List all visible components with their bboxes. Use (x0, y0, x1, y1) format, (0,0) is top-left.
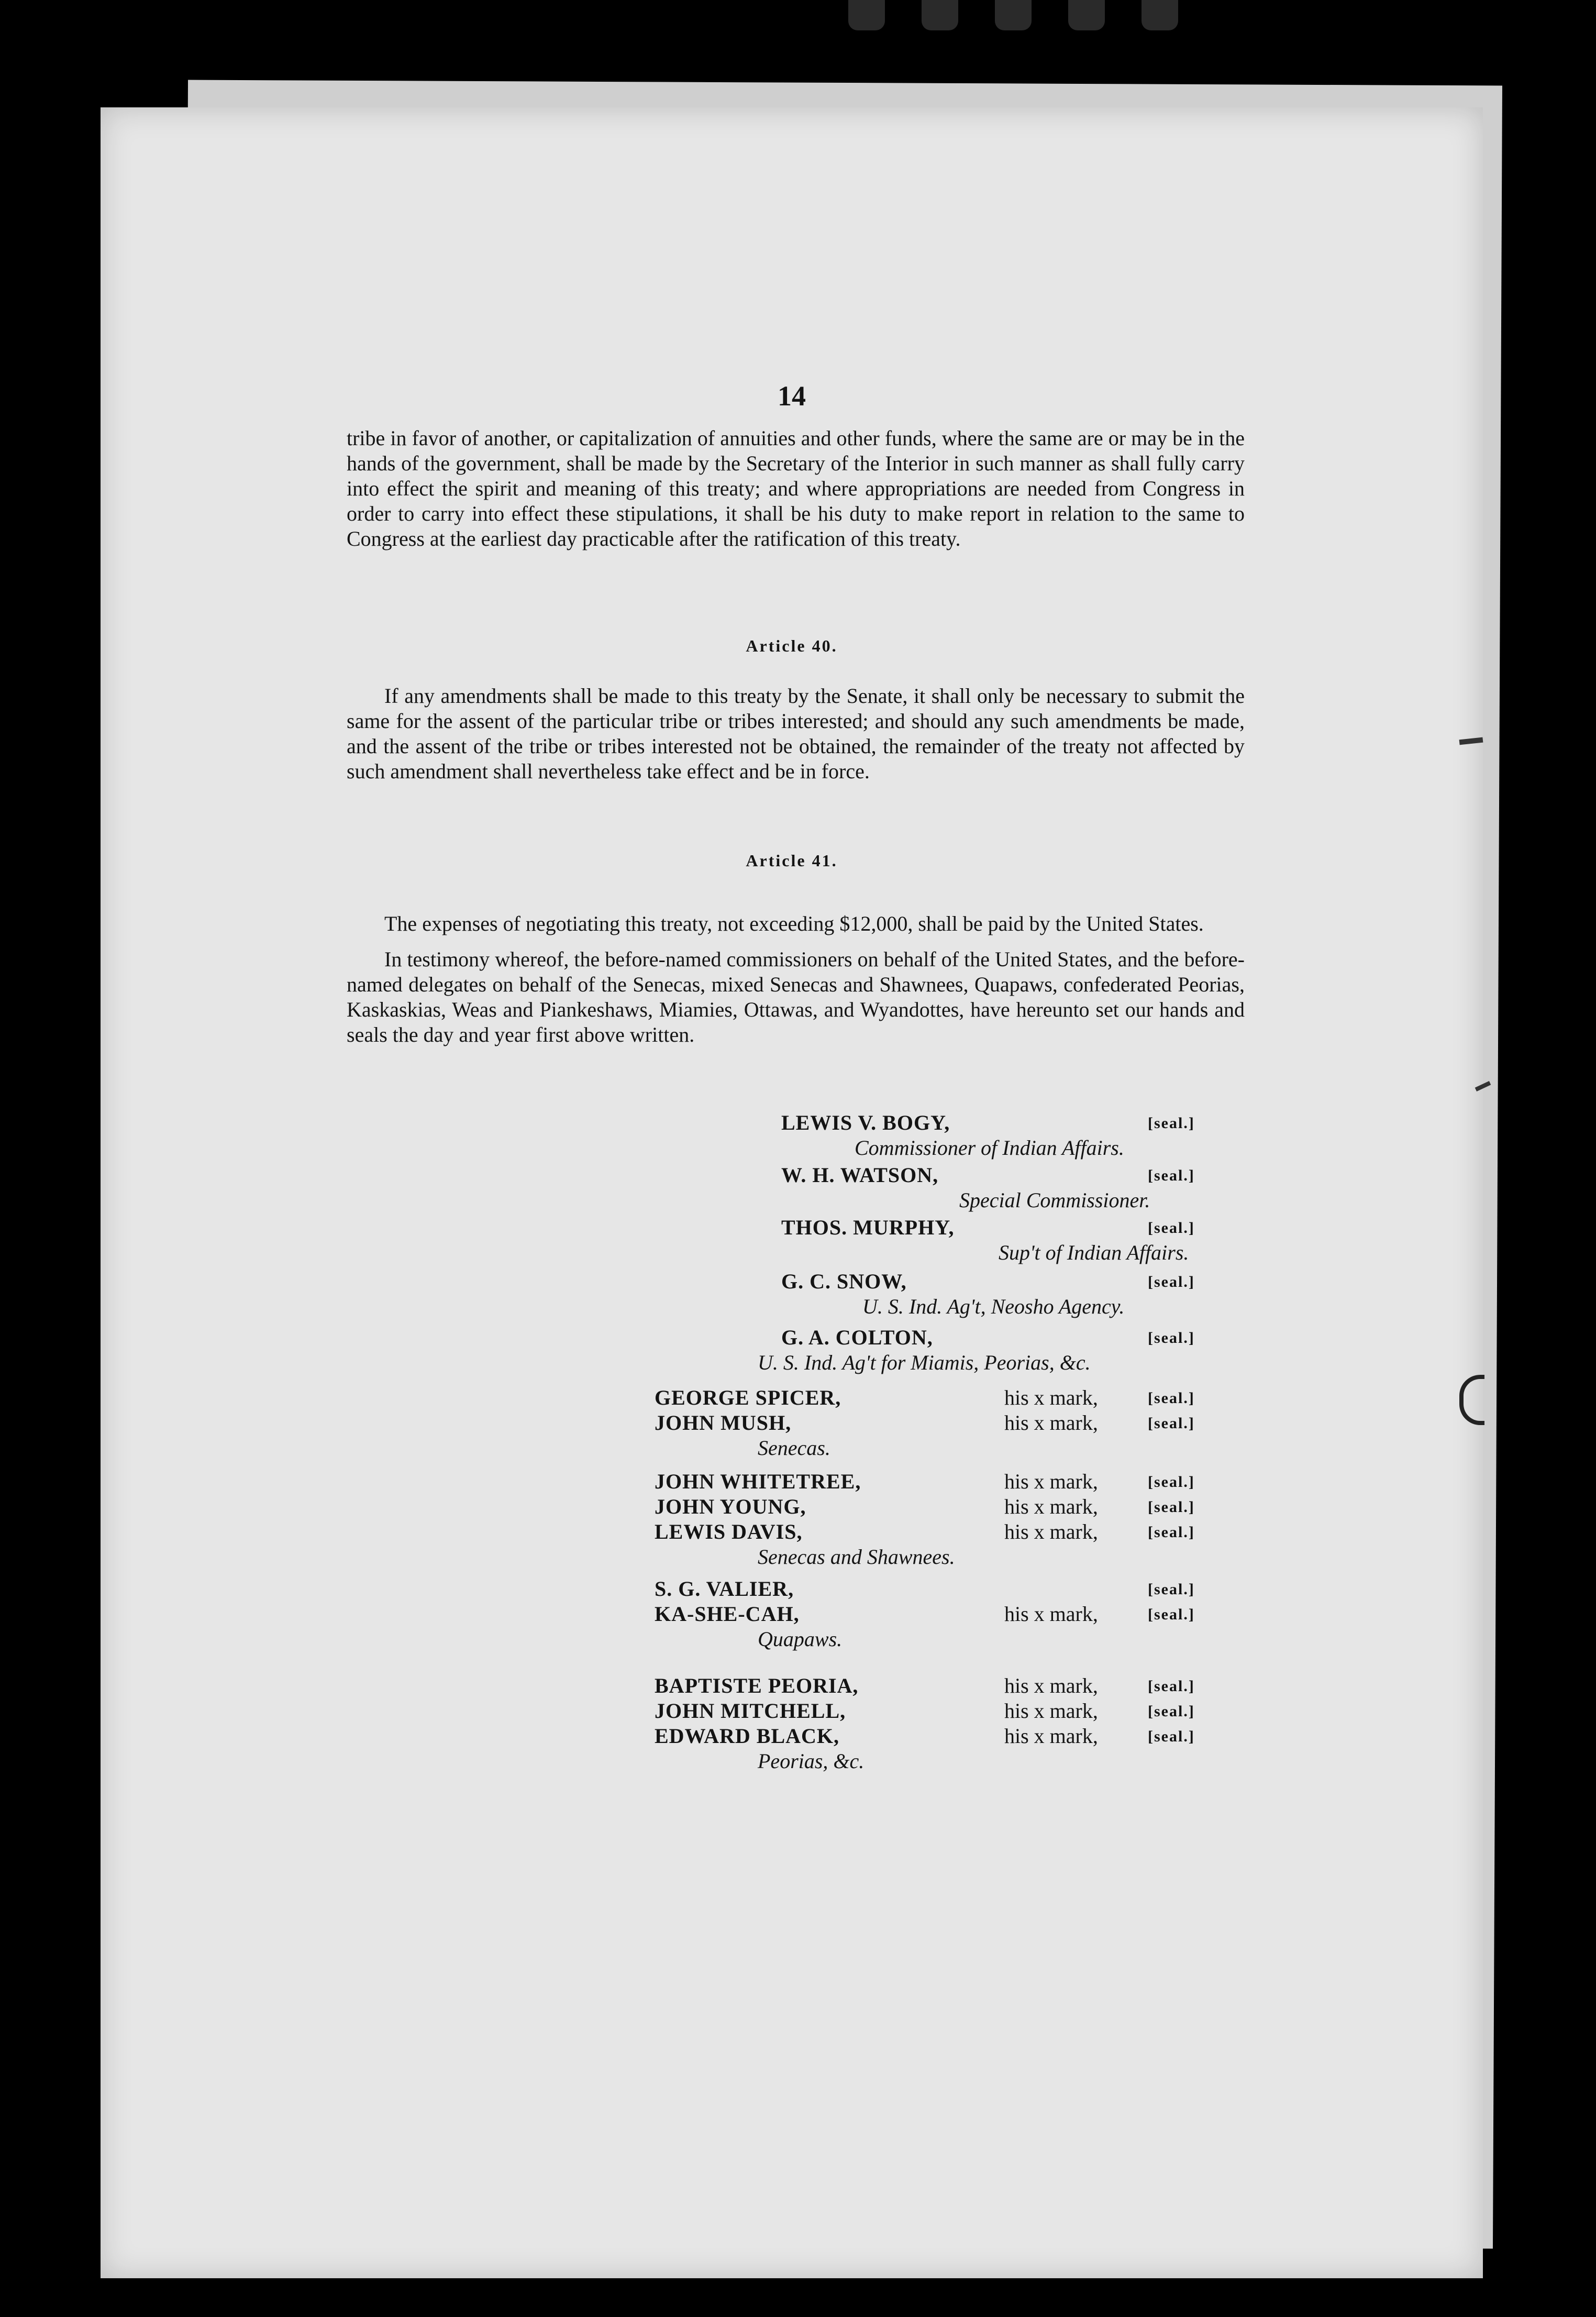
delegate-name: BAPTISTE PEORIA, (655, 1674, 859, 1697)
film-sprocket-hole (1068, 0, 1105, 30)
film-sprocket-hole (848, 0, 885, 30)
article-41-heading: Article 41. (746, 851, 838, 870)
commissioner-title: U. S. Ind. Ag't, Neosho Agency. (862, 1295, 1125, 1318)
seal-label: [seal.] (1148, 1606, 1195, 1623)
mark-label: his x mark, (1004, 1411, 1098, 1435)
seal-label: [seal.] (1148, 1703, 1195, 1720)
film-sprocket-hole (922, 0, 958, 30)
intro-paragraph: tribe in favor of another, or capitalization of annuities and other funds, where the same are or may be in the hands of the government, shall be made by the Secretary of the Interior in such manner as shall fully carry into effect the spirit and meaning of this treaty; and where appropriations are needed from Congress in order to carry into effect these stipulations, it shall be his duty to make report in relation to the same to Congress at the earliest day practicable after the ratification of this treaty. (347, 426, 1245, 550)
mark-label: his x mark, (1004, 1674, 1098, 1697)
article-40-text: If any amendments shall be made to this treaty by the Senate, it shall only be necessary to submit the same for the assent of the particular tribe or tribes interested; and should any such amendments be made, and the assent of the tribe or tribes interested not be obtained, the remainder of the treaty not affected by such amendment shall nevertheless take effect and be in force. (347, 684, 1245, 783)
seal-label: [seal.] (1148, 1389, 1195, 1407)
commissioner-title: Sup't of Indian Affairs. (999, 1241, 1189, 1264)
delegate-name: GEORGE SPICER, (655, 1386, 841, 1409)
seal-label: [seal.] (1148, 1473, 1195, 1491)
seal-label: [seal.] (1148, 1167, 1195, 1184)
seal-label: [seal.] (1148, 1273, 1195, 1290)
film-sprocket-hole (995, 0, 1032, 30)
testimony-paragraph: In testimony whereof, the before-named commissioners on behalf of the United States, and the before-named delegates on behalf of the Senecas, mixed Senecas and Shawnees, Quapaws, confederated Peorias, Kaskaskias, Weas and Piankeshaws, Miamies, Ottawas, and Wyandottes, have hereunto set our hands and seals the day and year first above written. (347, 947, 1245, 1046)
seal-label: [seal.] (1148, 1498, 1195, 1516)
commissioner-title: U. S. Ind. Ag't for Miamis, Peorias, &c. (758, 1351, 1091, 1374)
binding-ring-mark (1459, 1375, 1484, 1425)
seal-label: [seal.] (1148, 1329, 1195, 1347)
delegate-group-label: Quapaws. (758, 1627, 843, 1651)
delegate-name: JOHN MITCHELL, (655, 1699, 846, 1723)
mark-label: his x mark, (1004, 1699, 1098, 1723)
commissioner-title: Commissioner of Indian Affairs. (855, 1136, 1124, 1160)
commissioner-title: Special Commissioner. (959, 1188, 1150, 1212)
seal-label: [seal.] (1148, 1415, 1195, 1432)
mark-label: his x mark, (1004, 1724, 1098, 1748)
commissioner-name: LEWIS V. BOGY, (781, 1111, 950, 1134)
article-40-heading: Article 40. (746, 636, 838, 655)
delegate-name: JOHN WHITETREE, (655, 1470, 861, 1493)
delegate-group-label: Senecas and Shawnees. (758, 1545, 955, 1569)
document-page (101, 107, 1483, 2278)
mark-label: his x mark, (1004, 1495, 1098, 1518)
commissioner-name: W. H. WATSON, (781, 1163, 939, 1187)
page-number: 14 (778, 380, 806, 412)
mark-label: his x mark, (1004, 1520, 1098, 1543)
mark-label: his x mark, (1004, 1470, 1098, 1493)
delegate-group-label: Peorias, &c. (758, 1749, 864, 1773)
article-41-block (347, 911, 1245, 1047)
seal-label: [seal.] (1148, 1115, 1195, 1132)
commissioner-name: G. A. COLTON, (781, 1326, 933, 1349)
seal-label: [seal.] (1148, 1728, 1195, 1745)
seal-label: [seal.] (1148, 1678, 1195, 1695)
delegate-name: LEWIS DAVIS, (655, 1520, 803, 1543)
seal-label: [seal.] (1148, 1581, 1195, 1598)
delegate-name: JOHN YOUNG, (655, 1495, 806, 1518)
seal-label: [seal.] (1148, 1219, 1195, 1237)
film-sprocket-hole (1141, 0, 1178, 30)
commissioner-name: THOS. MURPHY, (781, 1216, 955, 1239)
mark-label: his x mark, (1004, 1386, 1098, 1409)
delegate-group-label: Senecas. (758, 1436, 830, 1460)
seal-label: [seal.] (1148, 1524, 1195, 1541)
article-40-block (347, 683, 1245, 784)
intro-paragraph-block (347, 426, 1245, 551)
delegate-name: S. G. VALIER, (655, 1577, 794, 1601)
commissioner-name: G. C. SNOW, (781, 1270, 907, 1293)
mark-label: his x mark, (1004, 1602, 1098, 1626)
delegate-name: KA-SHE-CAH, (655, 1602, 800, 1626)
delegate-name: JOHN MUSH, (655, 1411, 792, 1435)
film-scratch-mark (1459, 737, 1483, 745)
delegate-name: EDWARD BLACK, (655, 1724, 840, 1748)
article-41-text: The expenses of negotiating this treaty, not exceeding $12,000, shall be paid by the United States. (384, 912, 1204, 935)
